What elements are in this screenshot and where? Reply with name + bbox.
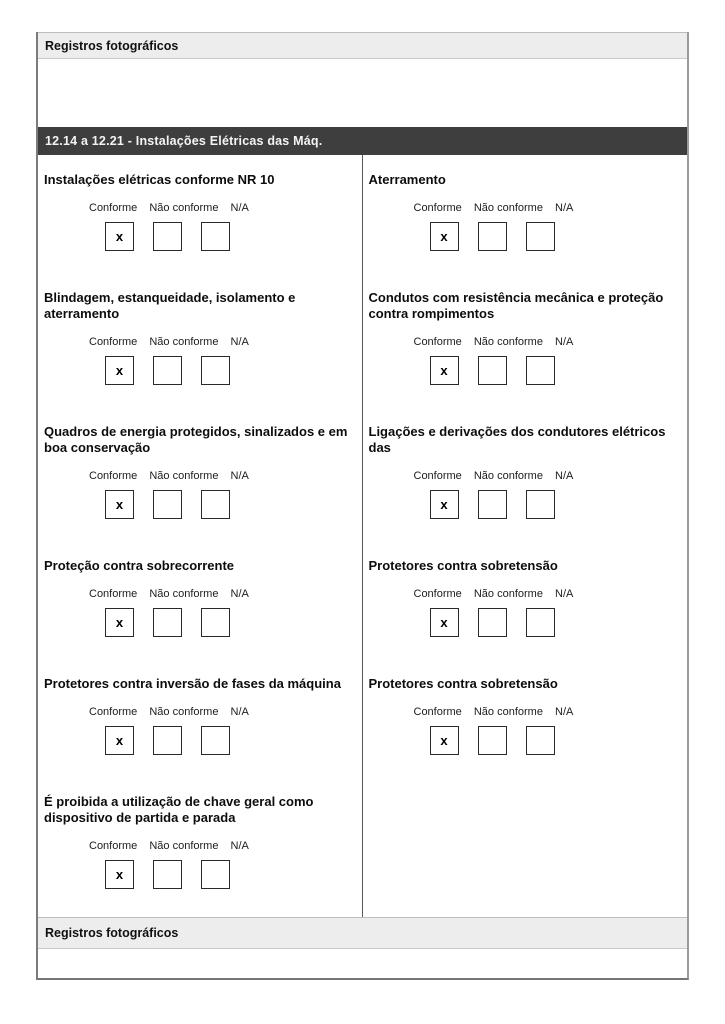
checkbox-row: [430, 726, 684, 755]
check-mark: x: [115, 229, 124, 244]
checklist-item: [38, 155, 363, 273]
check-mark: x: [115, 733, 124, 748]
checkbox-na[interactable]: [526, 726, 555, 755]
option-label-conforme: Conforme: [89, 840, 138, 852]
checklist-item: [38, 777, 363, 917]
checklist-grid: [38, 155, 687, 917]
check-mark: x: [440, 229, 448, 244]
option-label-conforme: Conforme: [89, 336, 138, 348]
item-title: É proibida a utilização de chave geral como dispositivo de partida e parada: [44, 794, 314, 825]
option-label-nao-conforme: Não conforme: [473, 470, 543, 482]
option-label-nao-conforme: Não conforme: [473, 202, 543, 214]
checkbox-na[interactable]: [201, 222, 230, 251]
checkbox-conforme[interactable]: [430, 222, 459, 251]
checkbox-na[interactable]: [526, 222, 555, 251]
checkbox-conforme[interactable]: [105, 860, 134, 889]
checkbox-nao-conforme[interactable]: [478, 490, 507, 519]
photo-records-area-bottom[interactable]: [38, 949, 687, 978]
option-label-conforme: Conforme: [89, 470, 138, 482]
section-title: 12.14 a 12.21 - Instalações Elétricas das Máq.: [45, 134, 323, 148]
option-label-nao-conforme: Não conforme: [473, 706, 543, 718]
item-title: Proteção contra sobrecorrente: [44, 558, 235, 573]
checkbox-row: [105, 608, 358, 637]
check-mark: x: [115, 867, 124, 882]
option-label-conforme: Conforme: [413, 336, 462, 348]
checkbox-row: [430, 490, 684, 519]
option-label-na: N/A: [230, 336, 249, 348]
checkbox-nao-conforme[interactable]: [478, 608, 507, 637]
checkbox-row: [430, 356, 684, 385]
checkbox-row: [105, 356, 358, 385]
checkbox-nao-conforme[interactable]: [153, 490, 182, 519]
item-title: Blindagem, estanqueidade, isolamento e aterramento: [44, 290, 296, 321]
option-label-na: N/A: [555, 336, 574, 348]
option-label-conforme: Conforme: [413, 470, 462, 482]
checkbox-na[interactable]: [201, 608, 230, 637]
checkbox-na[interactable]: [526, 608, 555, 637]
checkbox-conforme[interactable]: [105, 608, 134, 637]
checkbox-conforme[interactable]: [105, 356, 134, 385]
option-label-conforme: Conforme: [413, 588, 462, 600]
checklist-item: [363, 541, 688, 659]
option-labels: [89, 840, 358, 852]
item-title: Aterramento: [368, 172, 446, 187]
photo-records-label: Registros fotográficos: [45, 926, 179, 940]
checklist-item: [38, 407, 363, 541]
option-label-na: N/A: [230, 202, 249, 214]
option-labels: [414, 706, 684, 718]
checkbox-row: [430, 608, 684, 637]
check-mark: x: [440, 615, 448, 630]
photo-records-header-bottom: [38, 917, 687, 949]
checkbox-nao-conforme[interactable]: [153, 726, 182, 755]
checkbox-row: [105, 490, 358, 519]
checkbox-conforme[interactable]: [430, 726, 459, 755]
checklist-item: [38, 659, 363, 777]
checkbox-conforme[interactable]: [430, 490, 459, 519]
option-label-na: N/A: [555, 202, 574, 214]
option-label-nao-conforme: Não conforme: [149, 470, 219, 482]
photo-records-label: Registros fotográficos: [45, 38, 179, 53]
checklist-item: [363, 659, 688, 777]
option-label-conforme: Conforme: [89, 706, 138, 718]
option-label-nao-conforme: Não conforme: [473, 336, 543, 348]
check-mark: x: [440, 363, 448, 378]
option-label-nao-conforme: Não conforme: [473, 588, 543, 600]
option-label-na: N/A: [230, 470, 249, 482]
checkbox-nao-conforme[interactable]: [478, 356, 507, 385]
checkbox-na[interactable]: [526, 490, 555, 519]
option-label-na: N/A: [230, 588, 249, 600]
checkbox-row: [105, 860, 358, 889]
option-labels: [89, 588, 358, 600]
item-title: Protetores contra sobretensão: [368, 558, 558, 573]
option-label-na: N/A: [230, 706, 249, 718]
checkbox-conforme[interactable]: [430, 608, 459, 637]
checkbox-na[interactable]: [201, 356, 230, 385]
checklist-item: [38, 273, 363, 407]
checkbox-row: [105, 726, 358, 755]
checkbox-na[interactable]: [201, 726, 230, 755]
checklist-item: [363, 273, 688, 407]
check-mark: x: [440, 733, 448, 748]
option-label-conforme: Conforme: [413, 706, 462, 718]
checkbox-conforme[interactable]: [105, 490, 134, 519]
option-label-nao-conforme: Não conforme: [149, 336, 219, 348]
option-label-nao-conforme: Não conforme: [149, 202, 219, 214]
checkbox-nao-conforme[interactable]: [478, 222, 507, 251]
item-title: Instalações elétricas conforme NR 10: [44, 172, 275, 187]
checkbox-nao-conforme[interactable]: [153, 356, 182, 385]
checkbox-na[interactable]: [526, 356, 555, 385]
item-title: Protetores contra sobretensão: [368, 676, 558, 691]
checkbox-nao-conforme[interactable]: [153, 608, 182, 637]
checklist-item: [38, 541, 363, 659]
option-label-nao-conforme: Não conforme: [149, 840, 219, 852]
item-title: Quadros de energia protegidos, sinalizados e em boa conservação: [44, 424, 348, 455]
checkbox-na[interactable]: [201, 860, 230, 889]
option-label-conforme: Conforme: [89, 202, 138, 214]
option-labels: [414, 202, 684, 214]
checkbox-row: [105, 222, 358, 251]
checkbox-nao-conforme[interactable]: [153, 222, 182, 251]
option-label-na: N/A: [555, 588, 574, 600]
option-label-conforme: Conforme: [89, 588, 138, 600]
checkbox-row: [430, 222, 684, 251]
checkbox-nao-conforme[interactable]: [153, 860, 182, 889]
option-labels: [414, 470, 684, 482]
checkbox-conforme[interactable]: [430, 356, 459, 385]
option-labels: [89, 706, 358, 718]
option-labels: [89, 202, 358, 214]
option-label-na: N/A: [555, 706, 574, 718]
inspection-form: [36, 32, 689, 980]
checkbox-conforme[interactable]: [105, 726, 134, 755]
checklist-item: [363, 407, 688, 541]
check-mark: x: [115, 363, 124, 378]
option-labels: [89, 470, 358, 482]
check-mark: x: [115, 615, 124, 630]
item-title: Protetores contra inversão de fases da máquina: [44, 676, 341, 691]
checklist-item: [363, 155, 688, 273]
photo-records-header-top: [38, 32, 687, 59]
option-labels: [414, 588, 684, 600]
option-labels: [414, 336, 684, 348]
option-label-na: N/A: [230, 840, 249, 852]
option-label-na: N/A: [555, 470, 574, 482]
option-label-conforme: Conforme: [413, 202, 462, 214]
item-title: Ligações e derivações dos condutores elétricos das: [368, 424, 666, 455]
checkbox-conforme[interactable]: [105, 222, 134, 251]
section-header: [38, 127, 687, 155]
empty-cell: [363, 777, 688, 917]
option-label-nao-conforme: Não conforme: [149, 706, 219, 718]
option-label-nao-conforme: Não conforme: [149, 588, 219, 600]
checkbox-na[interactable]: [201, 490, 230, 519]
check-mark: x: [115, 497, 124, 512]
check-mark: x: [440, 497, 448, 512]
photo-records-area-top[interactable]: [38, 59, 687, 127]
checkbox-nao-conforme[interactable]: [478, 726, 507, 755]
item-title: Condutos com resistência mecânica e proteção contra rompimentos: [368, 290, 664, 321]
option-labels: [89, 336, 358, 348]
